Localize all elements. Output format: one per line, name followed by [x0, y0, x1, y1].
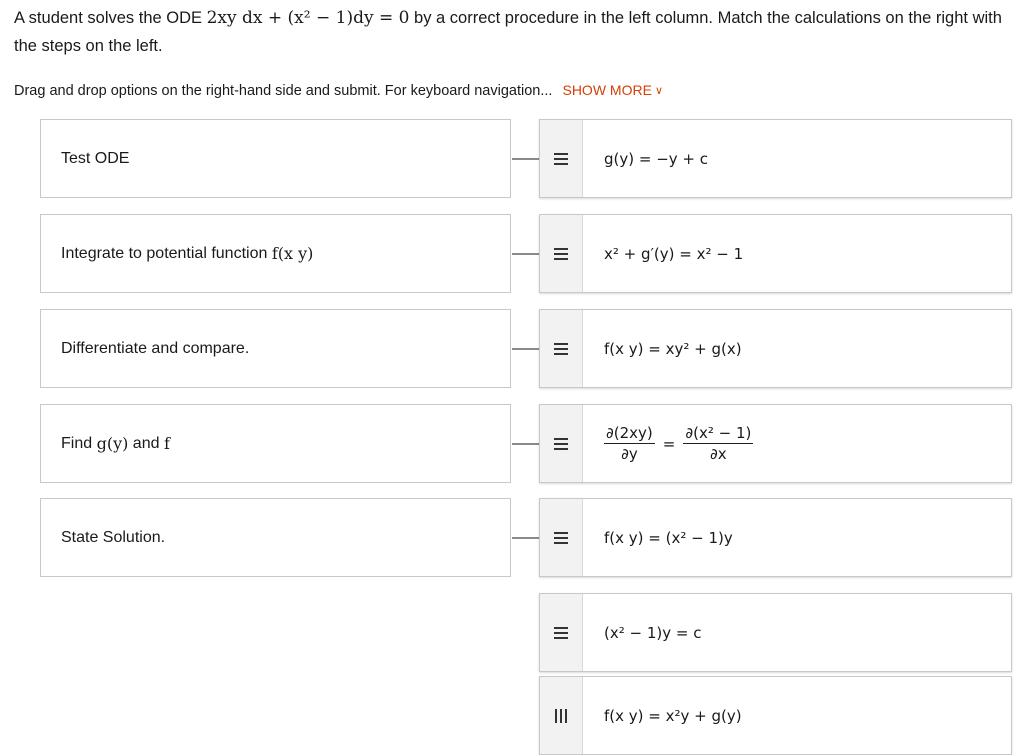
option-expression: (x² − 1)y = c [604, 623, 702, 642]
question-text [14, 4, 1014, 60]
option-card[interactable] [539, 119, 1012, 198]
connector-line [512, 348, 540, 350]
drag-handle-icon[interactable] [540, 120, 583, 197]
step-box-integrate[interactable] [40, 214, 511, 293]
option-expression: f(x y) = xy² + g(x) [604, 339, 742, 358]
drag-handle-icon[interactable] [540, 677, 583, 754]
fraction-numerator: ∂(2xy) [606, 424, 653, 442]
drag-handle-icon[interactable] [540, 499, 583, 576]
step-box-state-solution[interactable] [40, 498, 511, 577]
option-expression: f(x y) = (x² − 1)y [604, 528, 733, 547]
show-more-link[interactable] [562, 82, 663, 98]
fraction-denominator: ∂y [621, 445, 638, 463]
instructions [14, 82, 663, 99]
option-expression: f(x y) = x²y + g(y) [604, 706, 742, 725]
question-suffix: by a correct procedure in the left column. Match the calculations on the right with the steps on the left. [14, 9, 1002, 55]
step-label: Find [61, 434, 93, 452]
step-label: Test ODE [61, 149, 130, 167]
option-card[interactable] [539, 309, 1012, 388]
step-label-and: and [132, 434, 160, 452]
connector-line [512, 158, 540, 160]
option-card[interactable] [539, 676, 1012, 755]
option-card[interactable] [539, 593, 1012, 672]
option-card[interactable] [539, 214, 1012, 293]
drag-handle-icon[interactable] [540, 405, 583, 482]
equals-sign: = [662, 434, 676, 453]
chevron-down-icon: ∨ [654, 85, 663, 97]
option-expression-fraction [583, 424, 753, 463]
step-label: Integrate to potential function [61, 244, 268, 262]
fraction-numerator: ∂(x² − 1) [685, 424, 752, 442]
step-box-test-ode[interactable] [40, 119, 511, 198]
ode-expression: 2xy dx + (x² − 1)dy = 0 [206, 8, 410, 28]
connector-line [512, 253, 540, 255]
step-math: g(y) [96, 434, 129, 453]
step-box-differentiate[interactable] [40, 309, 511, 388]
option-expression: g(y) = −y + c [604, 149, 709, 168]
connector-line [512, 537, 540, 539]
option-card[interactable] [539, 404, 1012, 483]
step-math: f(x y) [271, 244, 314, 263]
connector-line [512, 443, 540, 445]
step-box-find-g[interactable] [40, 404, 511, 483]
fraction-right [683, 424, 753, 463]
step-label: State Solution. [61, 528, 166, 546]
show-more-label: SHOW MORE [562, 82, 652, 98]
fraction-left [604, 424, 655, 463]
question-prefix: A student solves the ODE [14, 9, 207, 27]
drag-handle-icon[interactable] [540, 594, 583, 671]
option-card[interactable] [539, 498, 1012, 577]
step-math-f: f [163, 434, 170, 453]
drag-handle-icon[interactable] [540, 215, 583, 292]
fraction-denominator: ∂x [710, 445, 727, 463]
drag-handle-icon[interactable] [540, 310, 583, 387]
instructions-text: Drag and drop options on the right-hand side and submit. For keyboard navigation... [14, 83, 553, 99]
step-label: Differentiate and compare. [61, 339, 250, 357]
option-expression: x² + g′(y) = x² − 1 [604, 244, 744, 263]
